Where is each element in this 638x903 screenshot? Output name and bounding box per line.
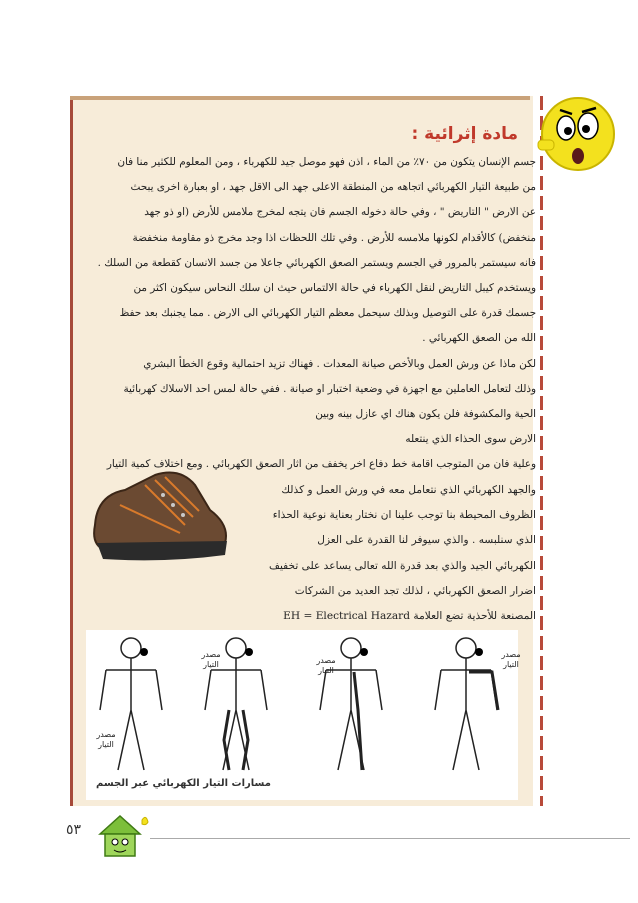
text-line: ويستخدم كيبل التاريض لنقل الكهرباء في حالة الالتماس حيث ان سلك النحاس سيكون اكثر من (133, 282, 536, 294)
source-label-3: مصدر التيار (501, 650, 521, 669)
text-line: عن الارض " التاريض " ، وفي حالة دخوله الجسم فان يتجه لمخرج ملامس للأرض (او ذو جهد (144, 206, 536, 219)
text-line: الحية والمكشوفة فلن يكون هناك اي عازل بينه وبين (315, 408, 536, 420)
source-label-4: مصدر التيار (96, 730, 116, 749)
text-line: الارض سوى الحذاء الذي ينتعله (405, 433, 536, 446)
text-line: الله من الصعق الكهربائي . (422, 332, 536, 345)
source-label-2: مصدر التيار (316, 656, 336, 675)
figure-caption: مسارات التيار الكهربائي عبر الجسم (96, 778, 271, 789)
house-mascot-icon (92, 810, 152, 860)
text-line: من طبيعة التيار الكهربائي اتجاهه من المنطقة الاعلى جهد الى الاقل جهد ، او بعبارة اخرى يبحث (130, 181, 536, 194)
text-line: فانه سيستمر بالمرور في الجسم ويستمر الصعق الكهربائي جاعلا من جسد الانسان كقطعة من السلك . (97, 256, 536, 269)
text-line: الذي سنلبسه . والذي سيوفر لنا القدرة على العزل (317, 534, 536, 547)
body-paths-figure (86, 630, 521, 800)
mascot-icon (530, 92, 620, 182)
text-line: الظروف المحيطة بنا توجب علينا ان نختار بعناية نوعية الحذاء (272, 509, 536, 522)
text-line: اضرار الصعق الكهربائي ، لذلك تجد العديد من الشركات (294, 584, 536, 597)
text-line: منخفض) كالأقدام لكونها ملامسه للأرض . وفي تلك اللحظات اذا وجد مخرج ذو مقاومة منخفضة (132, 231, 536, 244)
text-line: الكهربائي الجيد والذي بعد قدرة الله تعالى يساعد على تخفيف (268, 559, 536, 572)
dashed-border (540, 96, 543, 806)
text-line: لكن ماذا عن ورش العمل وبالأخص صيانة المعدات . فهناك تزيد احتمالية وقوع الخطأ البشري (143, 357, 536, 370)
text-line: وذلك لتعامل العاملين مع اجهزة في وضعية اختبار او صيانة . ففي حالة لمس احد الاسلاك كهربائية (123, 382, 536, 395)
footer-rule (150, 838, 630, 839)
source-label-1: مصدر التيار (201, 650, 221, 669)
text-line: والجهد الكهربائي الذي نتعامل معه في ورش العمل و كذلك (281, 484, 536, 496)
panel-top-border (70, 96, 530, 100)
text-line: جسمك قدرة على التوصيل وبذلك سيحمل معظم التيار الكهربائي الى الارض . مما يجنبك بعد حفظ (119, 307, 536, 320)
text-line: جسم الإنسان يتكون من ٧٠٪ من الماء ، اذن فهو موصل جيد للكهرباء ، ومن المعلوم للكثير منا فان (117, 156, 536, 168)
shoe-image (85, 455, 235, 575)
text-line: وعلية فان من المتوجب اقامة خط دفاع اخر يخفف من اثار الصعق الكهربائي . ومع اختلاف كمية التيار (106, 458, 536, 471)
page-number: ٥٣ (66, 822, 82, 838)
section-heading: مادة إثرائية : (411, 124, 518, 144)
text-line: المصنعة للأحذية تضع العلامة EH = Electrical Hazard (283, 610, 536, 622)
